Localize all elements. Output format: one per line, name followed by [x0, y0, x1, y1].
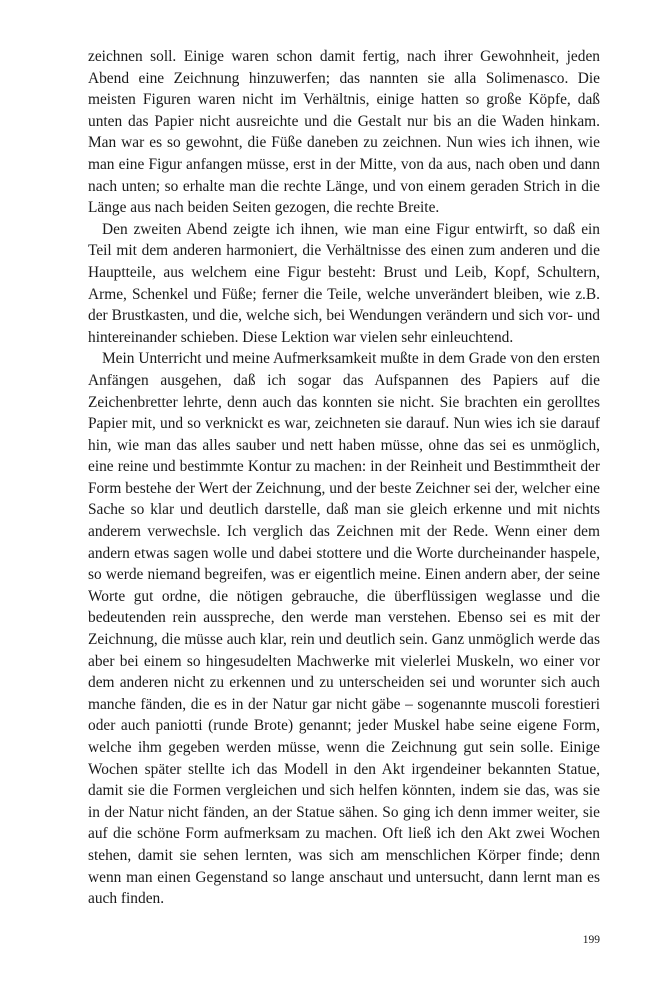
paragraph-1: zeichnen soll. Einige waren schon damit fertig, nach ihrer Gewohnheit, jeden Abend eine Zeichnung hinzuwerfen; das nannten sie alla Solimenasco. Die meisten Figuren waren nicht im Verhältnis, einige hatten so große Köpfe, daß unten das Papier nicht ausreichte und die Gestalt nur bis an die Waden hinkam. Man war es so gewohnt, die Füße daneben zu zeichnen. Nun wies ich ihnen, wie man eine Figur anfangen müsse, erst in der Mitte, von da aus, nach oben und dann nach unten; so erhalte man die rechte Länge, und von einem geraden Strich in die Länge aus nach beiden Seiten gezogen, die rechte Breite. [88, 48, 600, 217]
book-page [88, 46, 600, 946]
body-text [88, 46, 600, 910]
paragraph-2: Den zweiten Abend zeigte ich ihnen, wie man eine Figur entwirft, so daß ein Teil mit dem anderen harmoniert, die Verhältnisse des einen zum anderen und die Hauptteile, aus welchem eine Figur besteht: Brust und Leib, Kopf, Schultern, Arme, Schenkel und Füße; ferner die Teile, welche unverändert bleiben, wie z.B. der Brustkasten, und die, welche sich, bei Wendungen verändern und sich vor- und hintereinander schieben. Diese Lektion war vielen sehr einleuchtend. [88, 220, 600, 346]
page-number: 199 [582, 934, 600, 946]
paragraph-3: Mein Unterricht und meine Aufmerksamkeit mußte in dem Grade von den ersten Anfängen ausgehen, daß ich sogar das Aufspannen des Papiers auf die Zeichenbretter lehrte, denn auch das konnten sie nicht. Sie brachten ein gerolltes Papier mit, und so verknickt es war, zeichneten sie darauf. Nun wies ich sie darauf hin, wie man das alles sauber und nett haben müsse, ohne das sei es unmöglich, eine reine und bestimmte Kontur zu machen: in der Reinheit und Bestimmtheit der Form bestehe der Wert der Zeichnung, und der beste Zeichner sei der, welcher eine Sache so klar und deutlich darstelle, daß man sie gleich erkenne und mit nichts anderem verwechsle. Ich verglich das Zeichnen mit der Rede. Wenn einer dem andern etwas sagen wolle und dabei stottere und die Worte durcheinander haspele, so werde niemand begreifen, was er eigentlich meine. Einen andern aber, der seine Worte gut ordne, die nötigen gebrauche, die überflüssigen weglasse und die bedeutenden rein ausspreche, den werde man verstehen. Ebenso sei es mit der Zeichnung, die müsse auch klar, rein und deutlich sein. Ganz unmöglich werde das aber bei einem so hingesudelten Machwerke mit vielerlei Muskeln, wo einer vor dem anderen nicht zu erkennen und zu unterscheiden sei und worunter sich auch manche fänden, die es in der Natur gar nicht gäbe – sogenannte muscoli forestieri oder auch paniotti (runde Brote) genannt; jeder Muskel habe seine eigene Form, welche ihm gegeben werden müsse, wenn die Zeichnung gut sein solle. Einige Wochen später stellte ich das Modell in den Akt irgendeiner bekannten Statue, damit sie die Formen vergleichen und sich helfen könnten, indem sie das, was sie in der Natur nicht fänden, an der Statue sähen. So ging ich denn immer weiter, sie auf die schöne Form aufmerksam zu machen. Oft ließ ich den Akt zwei Wochen stehen, damit sie sehen lernten, was sich am menschlichen Körper finde; denn wenn man einen Gegenstand so lange anschaut und untersucht, dann lernt man es auch finden. [88, 350, 600, 908]
